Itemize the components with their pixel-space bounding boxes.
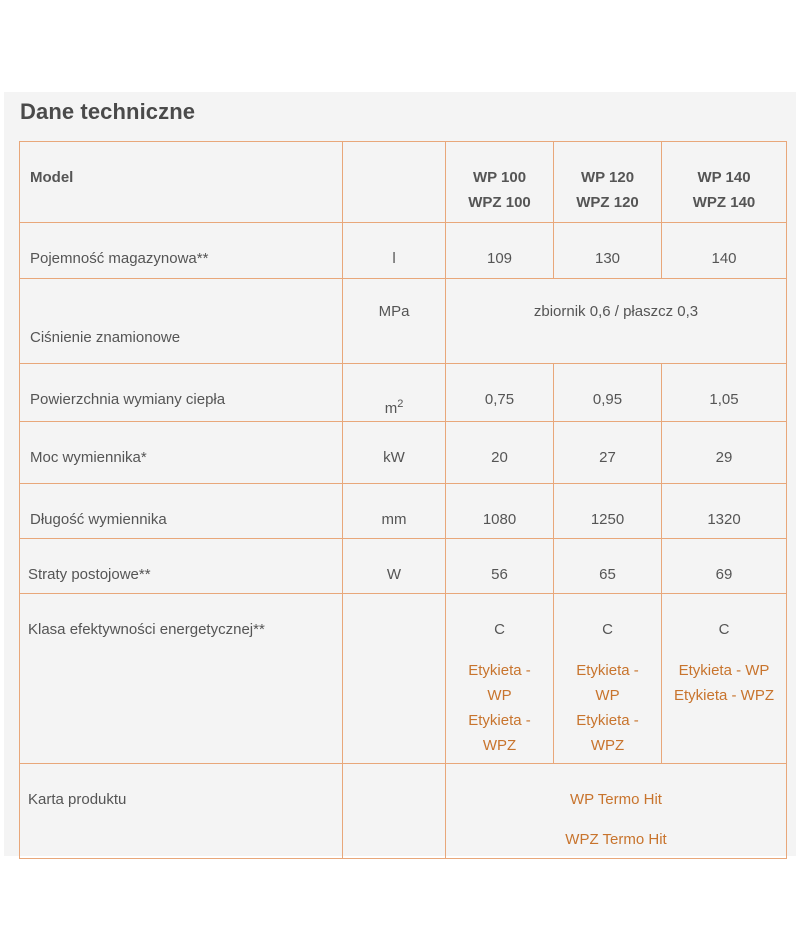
row-label: Pojemność magazynowa**: [20, 223, 343, 279]
value-cell: 0,95: [554, 364, 662, 422]
unit-cell: $m^2$: [343, 364, 446, 422]
table-row-length: [20, 484, 787, 539]
value-cell: 69: [662, 539, 787, 594]
energy-class-value: C: [718, 621, 730, 638]
unit-cell: kW: [343, 422, 446, 484]
row-label: Powierzchnia wymiany ciepła: [20, 364, 343, 422]
table-row-area: [20, 364, 787, 422]
row-label: Moc wymiennika*: [20, 422, 343, 484]
value-cell: 1080: [446, 484, 554, 539]
product-card-cell: [446, 764, 787, 859]
header-model-label: Model: [20, 142, 343, 223]
tech-spec-table: [19, 141, 787, 859]
value-cell: 1250: [554, 484, 662, 539]
energy-class-cell: [554, 594, 662, 764]
row-label: Klasa efektywności energetycznej**: [20, 594, 343, 764]
value-cell: 20: [446, 422, 554, 484]
unit-cell: mm: [343, 484, 446, 539]
energy-class-value: C: [602, 621, 613, 638]
row-label: Długość wymiennika: [20, 484, 343, 539]
energy-label-wpz-link[interactable]: Etykieta - WPZ: [576, 712, 639, 754]
value-cell: 0,75: [446, 364, 554, 422]
product-card-wp-link[interactable]: WP Termo Hit: [570, 791, 662, 808]
value-cell: 29: [662, 422, 787, 484]
energy-class-cell: [662, 594, 787, 764]
value-cell: 140: [662, 223, 787, 279]
value-cell: 56: [446, 539, 554, 594]
value-cell: 1,05: [662, 364, 787, 422]
energy-label-wp-link[interactable]: Etykieta - WP: [678, 662, 770, 679]
energy-label-wpz-link[interactable]: Etykieta - WPZ: [673, 687, 774, 704]
energy-label-wp-link[interactable]: Etykieta - WP: [576, 662, 639, 704]
header-model-3: WP 140 WPZ 140: [662, 142, 787, 223]
product-card-wpz-link[interactable]: WPZ Termo Hit: [565, 831, 667, 848]
unit-cell: W: [343, 539, 446, 594]
value-cell: 27: [554, 422, 662, 484]
table-row-model: [20, 142, 787, 223]
table-row-capacity: [20, 223, 787, 279]
unit-cell: [343, 594, 446, 764]
row-label: Ciśnienie znamionowe: [20, 279, 343, 364]
section-title: Dane techniczne: [20, 99, 196, 124]
value-cell: 130: [554, 223, 662, 279]
value-cell: 1320: [662, 484, 787, 539]
energy-class-cell: [446, 594, 554, 764]
row-label: Karta produktu: [20, 764, 343, 859]
header-model-1: WP 100 WPZ 100: [446, 142, 554, 223]
header-unit-cell: [343, 142, 446, 223]
value-cell-merged: zbiornik 0,6 / płaszcz 0,3: [446, 279, 787, 364]
energy-class-value: C: [494, 621, 505, 638]
table-row-pressure: [20, 279, 787, 364]
energy-label-wp-link[interactable]: Etykieta - WP: [468, 662, 531, 704]
value-cell: 65: [554, 539, 662, 594]
table-row-power: [20, 422, 787, 484]
unit-cell: [343, 764, 446, 859]
row-label: Straty postojowe**: [20, 539, 343, 594]
value-cell: 109: [446, 223, 554, 279]
unit-cell: l: [343, 223, 446, 279]
header-model-2: WP 120 WPZ 120: [554, 142, 662, 223]
table-row-energy-class: [20, 594, 787, 764]
table-row-losses: [20, 539, 787, 594]
unit-cell: MPa: [343, 279, 446, 364]
table-row-product-card: [20, 764, 787, 859]
energy-label-wpz-link[interactable]: Etykieta - WPZ: [468, 712, 531, 754]
